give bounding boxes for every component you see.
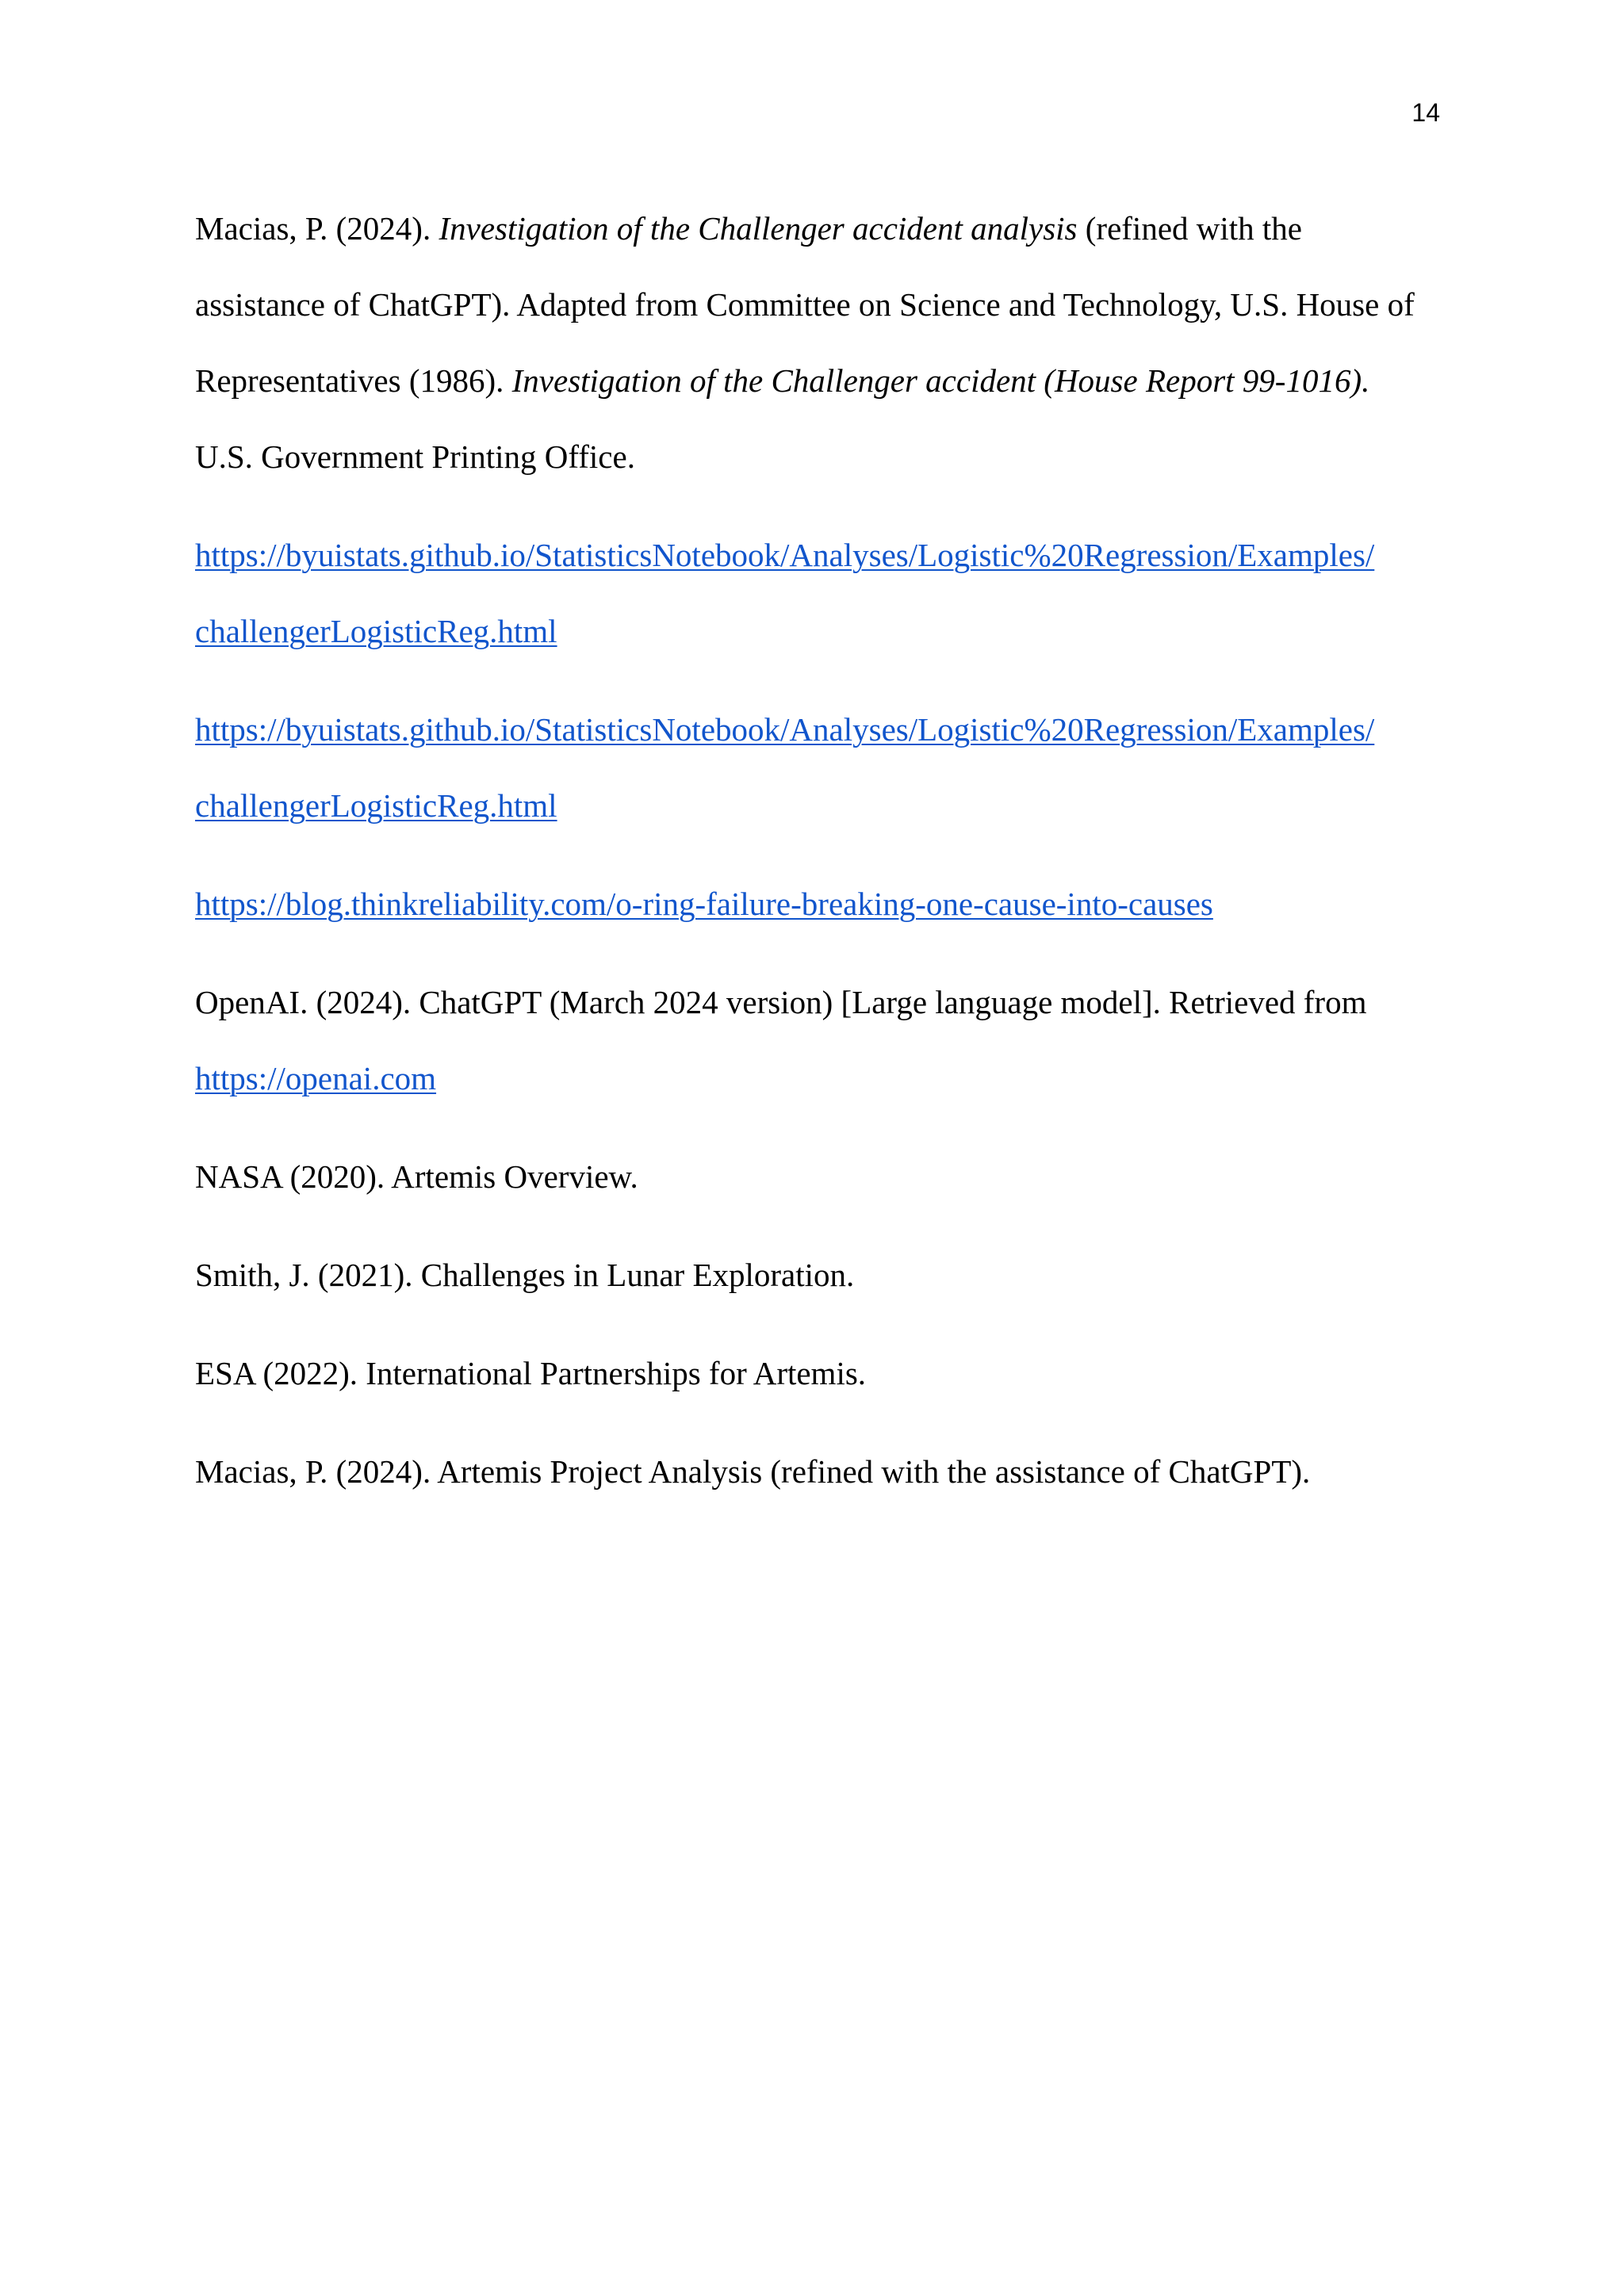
reference-openai: [195, 964, 1464, 1116]
reference-byui-link-2: [195, 691, 1464, 844]
reference-nasa: [195, 1138, 1464, 1215]
author-year: Macias, P. (2024).: [195, 210, 439, 247]
reference-byui-link-1: [195, 517, 1464, 669]
reference-line: NASA (2020). Artemis Overview.: [195, 1158, 638, 1195]
hyperlink[interactable]: challengerLogisticReg.html: [195, 787, 557, 824]
reference-esa: [195, 1335, 1464, 1411]
reference-line: assistance of ChatGPT). Adapted from Committee on Science and Technology, U.S. House of: [195, 286, 1415, 323]
reference-line: Smith, J. (2021). Challenges in Lunar Exploration.: [195, 1257, 855, 1293]
reference-list: [195, 190, 1464, 1532]
reference-text: (refined with the: [1077, 210, 1302, 247]
reference-line: OpenAI. (2024). ChatGPT (March 2024 version) [Large language model]. Retrieved from: [195, 984, 1367, 1020]
reference-macias-artemis: [195, 1433, 1464, 1510]
page-number: 14: [1411, 98, 1440, 127]
work-title: Investigation of the Challenger accident analysis: [439, 210, 1078, 247]
hyperlink[interactable]: https://byuistats.github.io/StatisticsNotebook/Analyses/Logistic%20Regression/Examples/: [195, 711, 1375, 748]
reference-text: Representatives (1986).: [195, 362, 512, 399]
reference-line: [195, 342, 1464, 419]
hyperlink[interactable]: https://openai.com: [195, 1060, 437, 1096]
reference-thinkreliability: [195, 866, 1464, 942]
work-title: Investigation of the Challenger accident (House Report 99-1016).: [511, 362, 1370, 399]
reference-line: ESA (2022). International Partnerships for Artemis.: [195, 1355, 867, 1391]
reference-smith: [195, 1237, 1464, 1313]
hyperlink[interactable]: https://byuistats.github.io/StatisticsNotebook/Analyses/Logistic%20Regression/Examples/: [195, 537, 1375, 573]
hyperlink[interactable]: challengerLogisticReg.html: [195, 613, 557, 649]
reference-line: [195, 190, 1464, 266]
reference-macias-challenger: [195, 190, 1464, 495]
reference-line: U.S. Government Printing Office.: [195, 438, 635, 475]
reference-line: Macias, P. (2024). Artemis Project Analysis (refined with the assistance of ChatGPT).: [195, 1453, 1311, 1490]
hyperlink[interactable]: https://blog.thinkreliability.com/o-ring-failure-breaking-one-cause-into-causes: [195, 886, 1213, 922]
